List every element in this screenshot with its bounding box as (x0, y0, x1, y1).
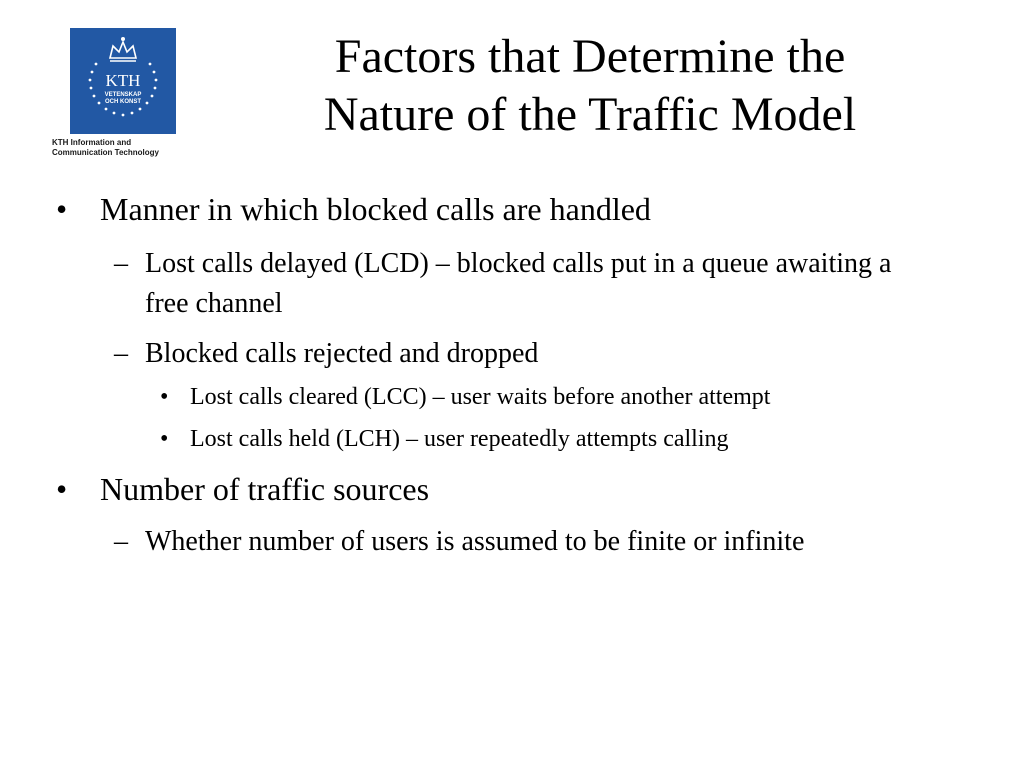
bullet-text: Manner in which blocked calls are handled (100, 191, 651, 227)
sub-sub-bullet-marker: • (160, 426, 169, 452)
title-line1: Factors that Determine the (334, 30, 846, 83)
sub-bullet-marker: – (114, 338, 128, 369)
crown-icon (70, 28, 176, 134)
kth-logo (52, 24, 194, 160)
sub-bullet-text: Whether number of users is assumed to be finite or infinite (145, 526, 805, 557)
logo-caption-line1: KTH Information and (52, 138, 132, 147)
bullet-marker: • (56, 191, 68, 227)
kth-emblem (70, 28, 176, 134)
logo-caption-line2: Communication Technology (52, 148, 159, 157)
sub-sub-bullet-marker: • (160, 384, 169, 410)
logo-motto-line2: OCH KONST (105, 99, 141, 105)
sub-sub-bullet-text: Lost calls held (LCH) – user repeatedly attempts calling (190, 426, 729, 452)
slide-title (230, 28, 950, 144)
bullet-marker: • (56, 471, 68, 507)
bullet-text: Number of traffic sources (100, 471, 430, 507)
sub-bullet-marker: – (114, 526, 128, 557)
logo-caption (52, 138, 194, 158)
sub-bullet-text: Blocked calls rejected and dropped (145, 338, 539, 369)
logo-motto-line1: VETENSKAP (104, 92, 142, 98)
title-line2: Nature of the Traffic Model (323, 88, 857, 141)
logo-mark-text: KTH (105, 71, 141, 90)
sub-bullet-text: Lost calls delayed (LCD) – blocked calls put in a queue awaiting a free channel (145, 248, 892, 319)
sub-sub-bullet-text: Lost calls cleared (LCC) – user waits before another attempt (190, 384, 771, 410)
sub-bullet-marker: – (114, 248, 128, 279)
